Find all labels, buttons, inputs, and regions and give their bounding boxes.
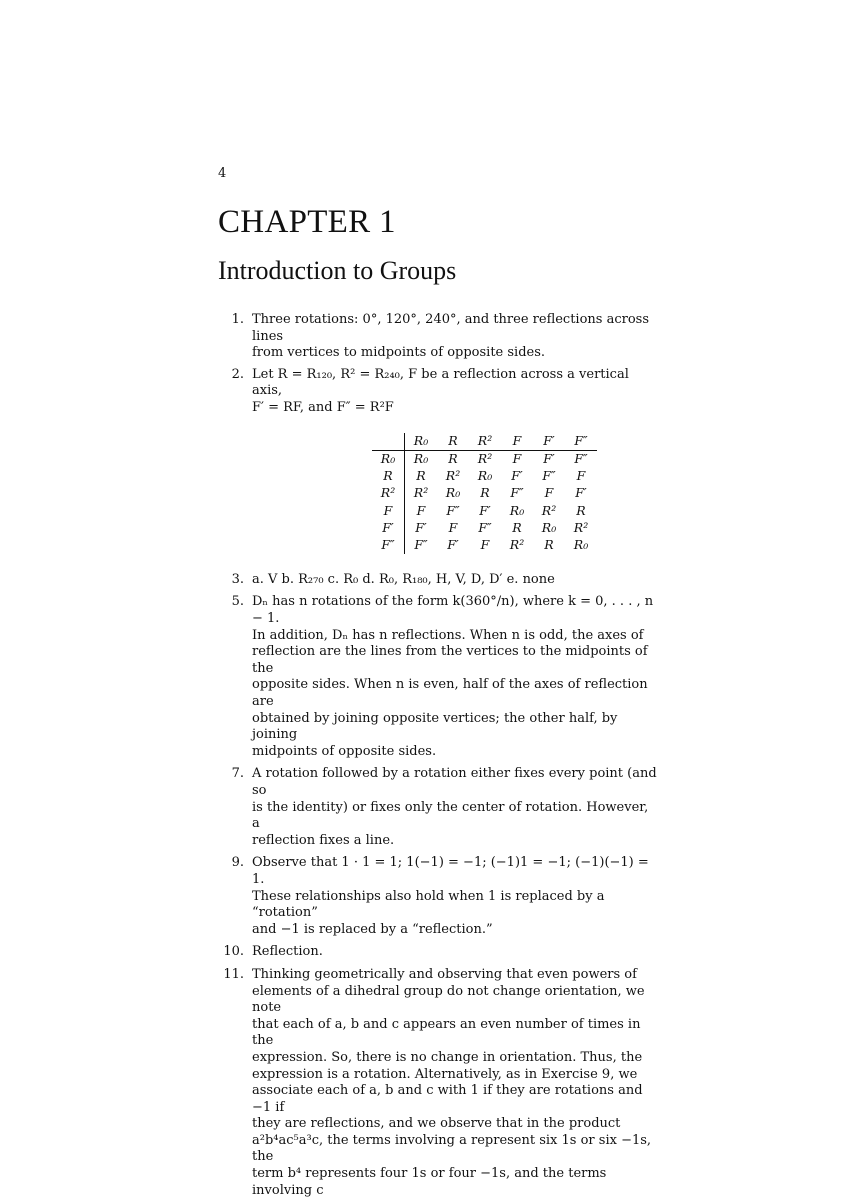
exercise-item (218, 967, 658, 1199)
table-cell: R (512, 519, 522, 535)
exercise-item (218, 594, 658, 760)
table-cell: R₀ (573, 536, 589, 552)
page-number: 4 (218, 166, 227, 181)
table-cell: R₀ (445, 485, 461, 501)
table-header-row (372, 433, 597, 451)
table-cell: R² (573, 519, 589, 535)
table-row (372, 520, 597, 537)
exercise-text: Observe that 1 · 1 = 1; 1(−1) = −1; (−1)1 = −1; (−1)(−1) = 1. These relationships also hold when 1 is replaced by a “rotation” and −1 is replaced by a “reflection.” (252, 855, 649, 937)
table-cell: R² (509, 536, 525, 552)
exercise-text: Three rotations: 0°, 120°, 240°, and three reflections across lines from vertices to midpoints of opposite sides. (252, 312, 650, 361)
table-row (372, 450, 597, 468)
table-header-cell: R (437, 433, 469, 451)
table-cell: F (576, 468, 586, 484)
table-header-cell: R₀ (405, 433, 438, 451)
table-cell: F′ (511, 468, 523, 484)
exercise-text: Dₙ has n rotations of the form k(360°/n), where k = 0, . . . , n − 1. In addition, Dₙ has n reflections. When n is odd, the axes of reflection are the lines from the vertices to the midpoints of the opposite sides. When n is even, half of the axes of reflection are obtained by joining opposite vertices; the other half, by joining midpoints of opposite sides. (252, 594, 654, 759)
exercise-item (218, 855, 658, 938)
table-cell: R₀ (541, 519, 557, 535)
exercise-number: 3. (231, 571, 244, 587)
exercise-text: a. V b. R₂₇₀ c. R₀ d. R₀, R₁₈₀, H, V, D, D′ e. none (252, 571, 555, 587)
table-cell: F′ (543, 451, 555, 467)
cayley-table (372, 433, 597, 554)
exercise-item (218, 312, 658, 362)
table-cell: F″ (414, 536, 428, 552)
chapter-subtitle: Introduction to Groups (218, 256, 457, 285)
table-cell: F′ (575, 485, 587, 501)
exercise-number: 10. (223, 944, 244, 960)
table-cell: F″ (542, 468, 556, 484)
exercise-item (218, 367, 658, 554)
exercise-item (218, 572, 658, 589)
table-header-cell: R² (469, 433, 501, 451)
table-cell: R (416, 468, 426, 484)
table-cell: F (544, 485, 554, 501)
table-cell: R (448, 451, 458, 467)
row-label: R² (372, 485, 405, 502)
table-cell: F″ (510, 485, 524, 501)
row-label: F (372, 502, 405, 519)
table-cell: F′ (415, 519, 427, 535)
cayley-table-wrapper (372, 433, 658, 554)
exercise-number: 5. (231, 594, 244, 610)
table-cell: F″ (574, 451, 588, 467)
table-cell: R² (445, 468, 461, 484)
table-row (372, 502, 597, 519)
table-cell: F″ (446, 502, 460, 518)
table-row (372, 485, 597, 502)
exercise-number: 11. (223, 966, 244, 982)
table-cell: F′ (479, 502, 491, 518)
row-label: F′ (372, 520, 405, 537)
exercise-text: A rotation followed by a rotation either fixes every point (and so is the identity) or fixes only the center of rotation. However, a reflection fixes a line. (252, 766, 657, 848)
table-cell: F (448, 519, 458, 535)
exercise-item (218, 766, 658, 849)
exercise-number: 7. (231, 766, 244, 782)
table-cell: R² (541, 502, 557, 518)
table-corner (372, 433, 405, 451)
table-cell: F (512, 451, 522, 467)
row-label: R₀ (372, 450, 405, 468)
exercise-item (218, 944, 658, 961)
exercise-text: Reflection. (252, 944, 323, 960)
exercise-text: Thinking geometrically and observing that even powers of elements of a dihedral group do not change orientation, we note that each of a, b and c appears an even number of times in the expression. So, there is no change in orientation. Thus, the expression is a rotation. Alternatively, as in Exercise 9, we associate each of a, b and c with 1 if they are rotations and −1 if they are reflections, and we observe that in the product a²b⁴ac⁵a³c, the terms involving a represent six 1s or six −1s, the term b⁴ represents four 1s or four −1s, and the terms involving c (252, 966, 652, 1198)
table-header-cell: F″ (565, 433, 597, 451)
table-cell: R (576, 502, 586, 518)
exercise-number: 1. (231, 312, 244, 327)
table-cell: R² (413, 485, 429, 501)
table-row (372, 468, 597, 485)
row-label: R (372, 468, 405, 485)
table-cell: F″ (478, 519, 492, 535)
table-row (372, 537, 597, 554)
table-cell: F (416, 502, 426, 518)
row-label: F″ (372, 537, 405, 554)
table-cell: F (480, 536, 490, 552)
table-cell: R² (477, 451, 493, 467)
exercise-number: 9. (231, 855, 244, 871)
table-cell: F′ (447, 536, 459, 552)
table-header-cell: F′ (533, 433, 565, 451)
chapter-title: CHAPTER 1 (218, 204, 396, 240)
table-cell: R (480, 485, 490, 501)
table-cell: R (544, 536, 554, 552)
exercise-number: 2. (231, 366, 244, 382)
table-cell: R₀ (413, 451, 429, 467)
table-header-cell: F (501, 433, 533, 451)
table-cell: R₀ (477, 468, 493, 484)
exercise-text: Let R = R₁₂₀, R² = R₂₄₀, F be a reflection across a vertical axis, F′ = RF, and F″ = R²F (252, 366, 629, 415)
exercise-list (218, 312, 658, 1199)
table-cell: R₀ (509, 502, 525, 518)
